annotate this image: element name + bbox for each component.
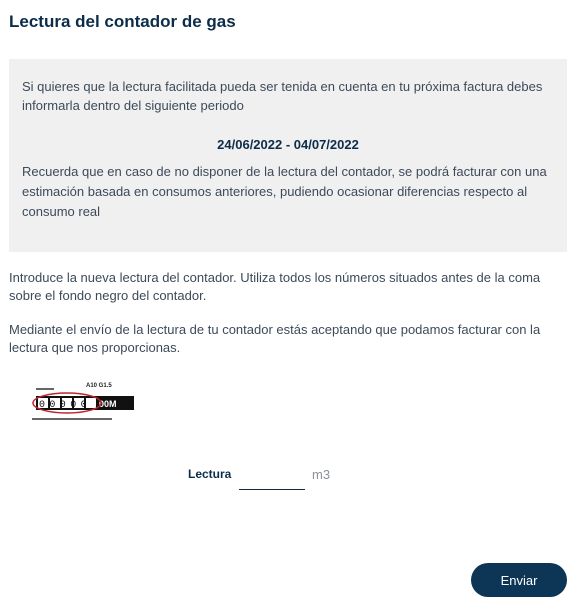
consent-text: Mediante el envío de la lectura de tu contador estás aceptando que podamos facturar con la lectura que nos proporcionas. (9, 322, 541, 355)
info-dates: 24/06/2022 - 04/07/2022 (217, 137, 359, 152)
meter-bottom-text-line (32, 418, 112, 420)
lectura-label: Lectura (188, 467, 232, 481)
lectura-input[interactable] (239, 461, 305, 490)
meter-top-text: A10 G1.5 (86, 383, 112, 389)
info-estimate-text: Recuerda que en caso de no disponer de la lectura del contador, se podrá facturar con una estimación basada en consumos anteriores, pudiendo ocasionar diferencias respecto al consumo real (22, 164, 547, 219)
meter-digits: 00000 (39, 400, 92, 411)
submit-button[interactable]: Enviar (471, 563, 567, 597)
meter-suffix: 00M (99, 399, 117, 409)
gas-meter-image (30, 380, 145, 424)
unit-label: m3 (312, 467, 331, 482)
meter-label-line (36, 388, 54, 390)
instruction-text: Introduce la nueva lectura del contador. Utiliza todos los números situados antes de la coma sobre el fondo negro del contador. (9, 270, 541, 303)
page-title: Lectura del contador de gas (9, 12, 236, 31)
info-box (9, 59, 567, 252)
info-period-text: Si quieres que la lectura facilitada pueda ser tenida en cuenta en tu próxima factura debes informarla dentro del siguiente periodo (22, 79, 543, 113)
